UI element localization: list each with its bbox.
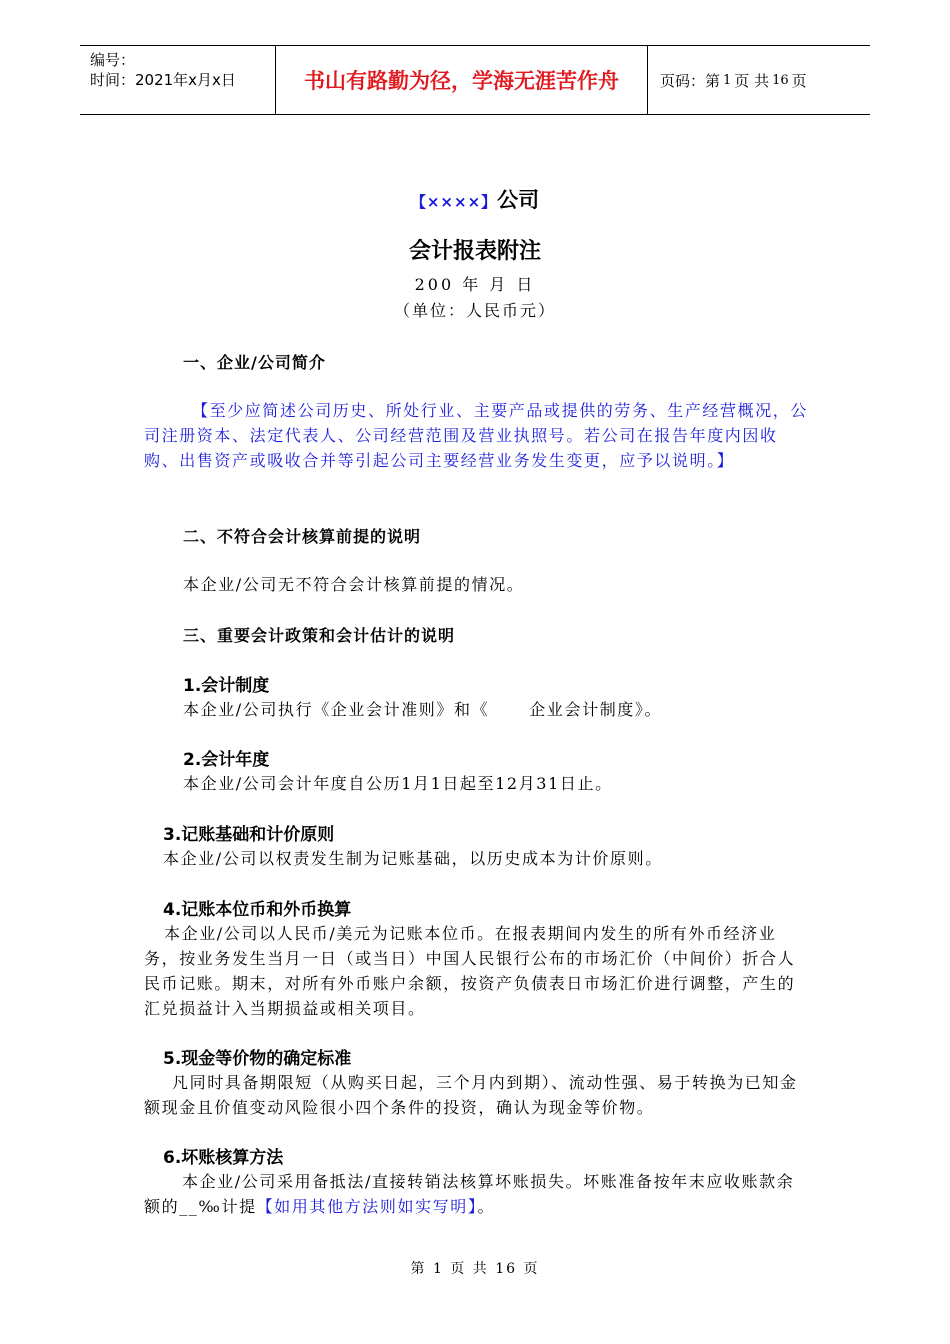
policy-1-title: 1.会计制度: [183, 676, 270, 696]
page-total: 16: [772, 72, 789, 88]
company-suffix: 公司: [497, 188, 540, 212]
page-footer: 第 1 页 共 16 页: [410, 1261, 540, 1277]
policy-5-title: 5.现金等价物的确定标准: [163, 1049, 352, 1069]
section-3-title: 三、重要会计政策和会计估计的说明: [183, 626, 456, 645]
policy-2-body: 本企业/公司会计年度自公历1月1日起至12月31日止。: [183, 774, 613, 793]
doc-time-label: 时间：2021年x月x日: [90, 71, 236, 89]
policy-3-body: 本企业/公司以权责发生制为记账基础，以历史成本为计价原则。: [163, 849, 663, 868]
doc-title: 会计报表附注: [408, 239, 541, 264]
page-label-suffix: 页: [791, 71, 807, 90]
doc-number-label: 编号：: [90, 51, 136, 69]
page-current: 1: [723, 72, 732, 88]
policy-6-note: 【如用其他方法则如实写明】: [256, 1197, 478, 1216]
policy-1-body: 本企业/公司执行《企业会计准则》和《 企业会计制度》。: [183, 700, 663, 719]
page-label-mid: 页 共: [734, 71, 770, 90]
header-page-info: [648, 46, 870, 114]
doc-date: 200 年 月 日: [414, 275, 536, 294]
section-2-title: 二、不符合会计核算前提的说明: [183, 527, 422, 546]
section-2-body: 本企业/公司无不符合会计核算前提的情况。: [183, 575, 525, 594]
policy-2-title: 2.会计年度: [183, 750, 270, 770]
policy-6-text: 本企业/公司采用备抵法/直接转销法核算坏账损失。坏账准备按年末应收账款余额的__‰计提: [144, 1172, 795, 1216]
policy-4-body: 本企业/公司以人民币/美元为记账本位币。在报表期间内发生的所有外币经济业务，按业务发生当月一日（或当日）中国人民银行公布的市场汇价（中间价）折合人民币记账。期末，对所有外币账户余额，按资产负债表日市场汇价进行调整，产生的汇兑损益计入当期损益或相关项目。: [144, 924, 796, 1018]
policy-5-body: 凡同时具备期限短（从购买日起，三个月内到期）、流动性强、易于转换为已知金额现金且价值变动风险很小四个条件的投资，确认为现金等价物。: [144, 1073, 798, 1117]
section-1-title: 一、企业/公司简介: [183, 353, 326, 372]
header-meta: [80, 46, 276, 114]
company-name: [0, 184, 950, 214]
policy-6-title: 6.坏账核算方法: [163, 1148, 284, 1168]
page-label-prefix: 页码：第: [660, 71, 721, 90]
section-1-body: 【至少应简述公司历史、所处行业、主要产品或提供的劳务、生产经营概况，公司注册资本、法定代表人、公司经营范围及营业执照号。若公司在报告年度内因收购、出售资产或吸收合并等引起公司主要经营业务发生变更，应予以说明。】: [144, 401, 809, 470]
doc-unit: （单位：人民币元）: [393, 301, 556, 320]
company-placeholder: 【××××】: [410, 193, 498, 211]
policy-3-title: 3.记账基础和计价原则: [163, 825, 335, 845]
policy-6-body: [144, 1169, 808, 1219]
policy-4-title: 4.记账本位币和外币换算: [163, 900, 352, 920]
header-motto: 书山有路勤为径，学海无涯苦作舟: [276, 46, 648, 114]
policy-6-end: 。: [477, 1197, 496, 1216]
page-header: [80, 45, 870, 115]
